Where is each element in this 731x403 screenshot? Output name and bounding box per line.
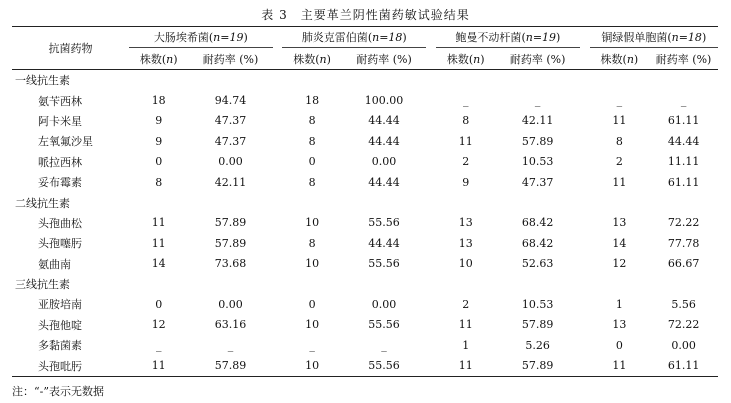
count-cell: 14 — [612, 236, 627, 250]
rate-cell: 61.11 — [667, 114, 700, 128]
table-row — [12, 254, 718, 274]
count-cell: 11 — [151, 236, 166, 250]
count-cell: 10 — [305, 216, 320, 230]
count-cell: 8 — [462, 114, 470, 128]
count-cell: 12 — [151, 318, 166, 332]
count-cell: 12 — [612, 257, 627, 271]
rate-cell: 42.11 — [521, 114, 554, 128]
drug-name: 头孢曲松 — [38, 216, 82, 230]
drug-name: 头孢他啶 — [38, 318, 82, 332]
count-cell: 13 — [458, 216, 473, 230]
drug-name: 左氧氟沙星 — [38, 135, 93, 149]
count-cell: 8 — [615, 134, 623, 148]
rate-cell: 0.00 — [371, 297, 397, 311]
table-row — [12, 315, 718, 335]
drug-name: 多黏菌素 — [38, 339, 82, 353]
section-label: 二线抗生素 — [15, 196, 70, 210]
drug-name: 妥布霉素 — [38, 176, 82, 190]
count-cell: 11 — [458, 318, 473, 332]
rate-cell: 55.56 — [368, 257, 400, 271]
section-label: 三线抗生素 — [15, 278, 70, 292]
section-row — [12, 192, 718, 212]
drug-name: 头孢噻肟 — [38, 237, 82, 251]
table-row — [12, 111, 718, 131]
rate-cell: 68.42 — [521, 236, 554, 250]
count-cell: 8 — [308, 114, 316, 128]
count-header: 株数(n) — [590, 48, 650, 70]
rate-cell: 94.74 — [214, 94, 247, 108]
section-row — [12, 274, 718, 294]
count-cell: 10 — [305, 318, 320, 332]
rate-cell: _ — [381, 338, 387, 352]
count-cell: 10 — [305, 257, 320, 271]
count-cell: 14 — [151, 257, 166, 271]
group-n: n=18 — [372, 31, 403, 44]
count-cell: _ — [155, 338, 162, 352]
table-body — [12, 70, 718, 377]
count-cell: 9 — [462, 175, 470, 189]
rate-cell: 57.89 — [214, 216, 247, 230]
count-cell: 1 — [462, 338, 470, 352]
rate-cell: 44.44 — [368, 175, 400, 189]
table-title: 表 3 主要革兰阴性菌药敏试验结果 — [261, 8, 470, 22]
rate-cell: 44.44 — [368, 114, 400, 128]
count-cell: 11 — [612, 114, 627, 128]
drug-column-header: 抗菌药物 — [12, 27, 129, 70]
count-cell: 0 — [308, 155, 316, 169]
count-cell: 0 — [155, 297, 163, 311]
rate-cell: _ — [534, 94, 541, 108]
rate-cell: 77.78 — [667, 236, 700, 250]
rate-cell: 47.37 — [521, 175, 554, 189]
rate-cell: 0.00 — [671, 338, 696, 352]
drug-name: 氨曲南 — [38, 257, 71, 271]
rate-cell: 0.00 — [218, 297, 243, 311]
rate-cell: 5.26 — [525, 338, 550, 352]
rate-cell: 57.89 — [521, 134, 554, 148]
drug-name: 头孢吡肟 — [12, 355, 129, 376]
rate-cell: 66.67 — [667, 257, 700, 271]
table-row — [12, 172, 718, 192]
count-cell: 10 — [282, 355, 342, 376]
rate-cell: 47.37 — [214, 134, 247, 148]
rate-header: 耐药率 (%) — [188, 48, 272, 70]
count-cell: 11 — [436, 355, 496, 376]
rate-cell: 55.56 — [342, 355, 426, 376]
rate-cell: 57.89 — [521, 318, 554, 332]
rate-cell: 44.44 — [368, 134, 400, 148]
drug-name: 哌拉西林 — [38, 155, 82, 169]
drug-name: 阿卡米星 — [38, 114, 82, 128]
count-cell: _ — [309, 338, 315, 352]
section-row — [12, 70, 718, 91]
rate-cell: 44.44 — [667, 134, 700, 148]
rate-cell: 68.42 — [521, 216, 554, 230]
table-row — [12, 152, 718, 172]
table-row — [12, 355, 718, 376]
count-cell: 11 — [612, 175, 627, 189]
rate-cell: 61.11 — [667, 175, 700, 189]
group-n: n=19 — [525, 31, 557, 44]
rate-cell: _ — [680, 94, 687, 108]
rate-header: 耐药率 (%) — [342, 48, 426, 70]
count-cell: 11 — [590, 355, 650, 376]
table-row — [12, 294, 718, 314]
rate-cell: 57.89 — [214, 236, 247, 250]
count-cell: _ — [616, 94, 623, 108]
rate-cell: 52.63 — [521, 257, 554, 271]
count-cell: 8 — [308, 236, 316, 250]
rate-cell: 5.56 — [671, 297, 696, 311]
group-name: 大肠埃希菌 — [153, 31, 209, 44]
group-header-abaumannii: 鲍曼不动杆菌(n=19) — [436, 27, 580, 48]
rate-header: 耐药率 (%) — [649, 48, 718, 70]
count-header: 株数(n) — [129, 48, 188, 70]
count-cell: 0 — [615, 338, 623, 352]
count-cell: 13 — [612, 318, 627, 332]
count-cell: 10 — [458, 257, 473, 271]
rate-cell: 42.11 — [214, 175, 247, 189]
rate-cell: 100.00 — [364, 94, 404, 108]
rate-cell: _ — [227, 338, 234, 352]
rate-cell: 11.11 — [667, 155, 700, 169]
count-header: 株数(n) — [436, 48, 496, 70]
table-row — [12, 213, 718, 233]
group-header-kpneumoniae: 肺炎克雷伯菌(n=18) — [282, 27, 426, 48]
table-note: 注：“-”表示无数据 — [12, 385, 104, 398]
rate-cell: 63.16 — [214, 318, 247, 332]
count-cell: 9 — [155, 134, 163, 148]
count-cell: 0 — [308, 297, 316, 311]
count-cell: 13 — [458, 236, 473, 250]
rate-cell: 57.89 — [188, 355, 272, 376]
count-cell: 11 — [129, 355, 188, 376]
count-header: 株数(n) — [282, 48, 342, 70]
count-cell: 18 — [305, 94, 320, 108]
rate-cell: 72.22 — [667, 216, 700, 230]
count-cell: 8 — [155, 175, 163, 189]
group-name: 肺炎克雷伯菌 — [301, 31, 368, 44]
group-n: n=18 — [671, 31, 702, 44]
count-cell: _ — [462, 94, 469, 108]
rate-cell: 47.37 — [214, 114, 247, 128]
drug-name: 氨苄西林 — [38, 94, 82, 108]
count-cell: 13 — [612, 216, 627, 230]
count-cell: 0 — [155, 155, 163, 169]
rate-cell: 57.89 — [495, 355, 579, 376]
group-header-ecoli: 大肠埃希菌(n=19) — [129, 27, 273, 48]
section-label: 一线抗生素 — [15, 74, 70, 88]
table-row — [12, 335, 718, 355]
rate-cell: 72.22 — [667, 318, 700, 332]
count-cell: 9 — [155, 114, 163, 128]
rate-cell: 61.11 — [649, 355, 718, 376]
rate-cell: 10.53 — [521, 155, 554, 169]
group-n: n=19 — [213, 31, 244, 44]
count-cell: 1 — [615, 297, 623, 311]
rate-cell: 44.44 — [368, 236, 400, 250]
rate-header: 耐药率 (%) — [495, 48, 579, 70]
rate-cell: 73.68 — [214, 257, 247, 271]
group-name: 铜绿假单胞菌 — [601, 31, 668, 44]
count-cell: 11 — [458, 134, 473, 148]
table-row — [12, 131, 718, 151]
group-header-paeruginosa: 铜绿假单胞菌(n=18) — [590, 27, 718, 48]
rate-cell: 0.00 — [218, 155, 243, 169]
group-name: 鲍曼不动杆菌 — [455, 31, 522, 44]
count-cell: 2 — [462, 297, 470, 311]
rate-cell: 10.53 — [521, 297, 554, 311]
susceptibility-table — [12, 26, 718, 377]
rate-cell: 55.56 — [368, 216, 400, 230]
rate-cell: 55.56 — [368, 318, 400, 332]
count-cell: 8 — [308, 175, 316, 189]
count-cell: 2 — [462, 155, 470, 169]
table-row — [12, 90, 718, 110]
count-cell: 8 — [308, 134, 316, 148]
table-row — [12, 233, 718, 253]
count-cell: 18 — [151, 94, 166, 108]
count-cell: 11 — [151, 216, 166, 230]
rate-cell: 0.00 — [371, 155, 397, 169]
count-cell: 2 — [615, 155, 623, 169]
drug-name: 亚胺培南 — [38, 298, 82, 312]
